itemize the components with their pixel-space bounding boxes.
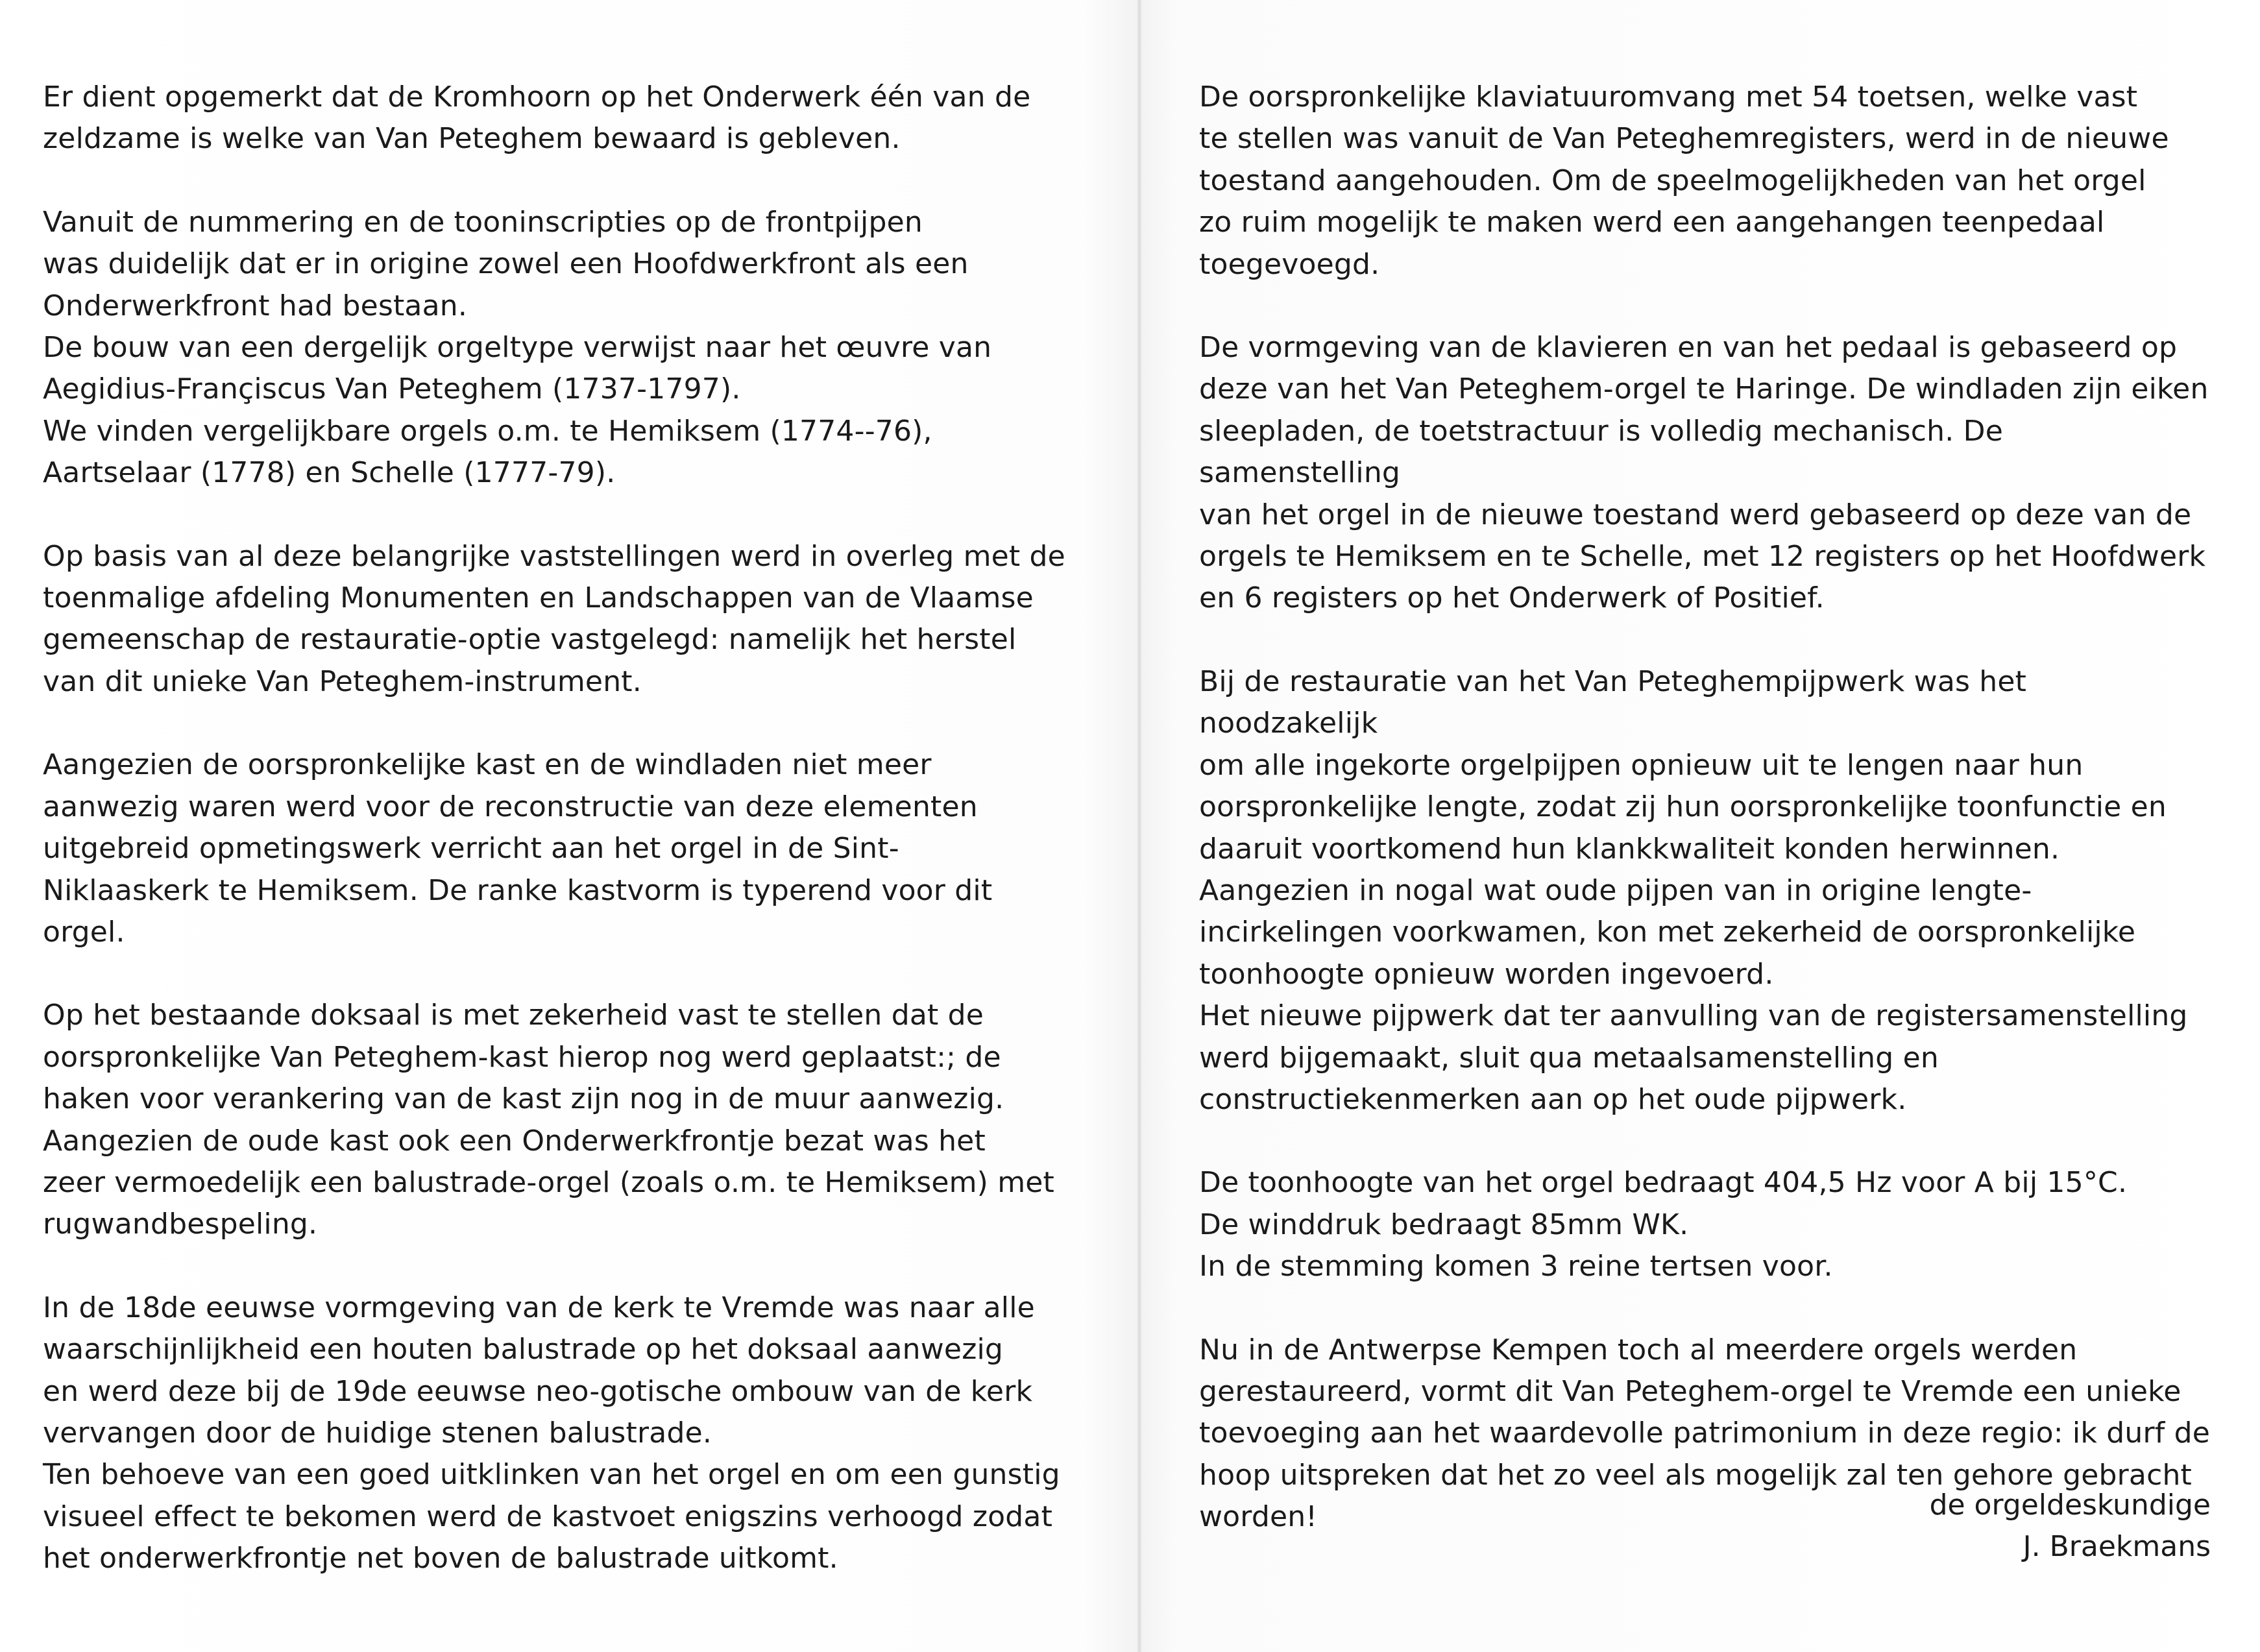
right-page	[1199, 77, 2211, 1538]
page-fold	[1137, 0, 1142, 1652]
left-paragraph-4: Aangezien de oorspronkelijke kast en de windladen niet meer aanwezig waren werd voor de reconstructie van deze elementen uitgebreid opmetingswerk verricht aan het orgel in de Sint- Niklaaskerk te Hemiksem. De ranke kastvorm is typerend voor dit orgel.	[43, 748, 993, 949]
right-paragraph-4: De toonhoogte van het orgel bedraagt 404,5 Hz voor A bij 15°C. De winddruk bedraagt 85mm WK. In de stemming komen 3 reine tertsen voor.	[1199, 1166, 2128, 1283]
left-paragraph-5: Op het bestaande doksaal is met zekerheid vast te stellen dat de oorspronkelijke Van Peteghem-kast hierop nog werd geplaatst:; de haken voor verankering van de kast zijn nog in de muur aanwezig. Aangezien de oude kast ook een Onderwerkfrontje bezat was het zeer vermoedelijk een balustrade-orgel (zoals o.m. te Hemiksem) met rugwandbespeling.	[43, 999, 1054, 1241]
paragraph-gap	[1199, 1121, 2211, 1162]
left-paragraph-2: Vanuit de nummering en de tooninscripties op de frontpijpen was duidelijk dat er in origine zowel een Hoofdwerkfront als een Onderwerkfront had bestaan. De bouw van een dergelijk orgeltype verwijst naar het œuvre van Aegidius-Françiscus Van Peteghem (1737-1797). We vinden vergelijkbare orgels o.m. te Hemiksem (1774--76), Aartselaar (1778) en Schelle (1777-79).	[43, 205, 992, 490]
paragraph-gap	[43, 494, 1107, 536]
right-paragraph-3: Bij de restauratie van het Van Peteghempijpwerk was het noodzakelijk om alle ingekorte orgelpijpen opnieuw uit te lengen naar hun oorspronkelijke lengte, zodat zij hun oorspronkelijke toonfunctie en daaruit voortkomend hun klankkwaliteit konden herwinnen. Aangezien in nogal wat oude pijpen van in origine lengte- incirkelingen voorkwamen, kon met zekerheid de oorspronkelijke toonhoogte opnieuw worden ingevoerd. Het nieuwe pijpwerk dat ter aanvulling van de registersamenstelling werd bijgemaakt, sluit qua metaalsamenstelling en constructiekenmerken aan op het oude pijpwerk.	[1199, 664, 2188, 1116]
paragraph-gap	[43, 160, 1107, 202]
paragraph-gap	[43, 703, 1107, 744]
signature-role: de orgeldeskundige	[1929, 1488, 2211, 1522]
right-paragraph-1: De oorspronkelijke klaviatuuromvang met 54 toetsen, welke vast te stellen was vanuit de Van Peteghemregisters, werd in de nieuwe toestand aangehouden. Om de speelmogelijkheden van het orgel zo ruim mogelijk te maken werd een aangehangen teenpedaal toegevoegd.	[1199, 80, 2169, 281]
paragraph-gap	[1199, 1288, 2211, 1330]
left-page	[43, 77, 1107, 1580]
right-paragraph-2: De vormgeving van de klavieren en van het pedaal is gebaseerd op deze van het Van Peteghem-orgel te Haringe. De windladen zijn eiken sleepladen, de toetstractuur is volledig mechanisch. De samenstelling van het orgel in de nieuwe toestand werd gebaseerd op deze van de orgels te Hemiksem en te Schelle, met 12 registers op het Hoofdwerk en 6 registers op het Onderwerk of Positief.	[1199, 331, 2209, 615]
paragraph-gap	[43, 953, 1107, 995]
left-paragraph-6: In de 18de eeuwse vormgeving van de kerk te Vremde was naar alle waarschijnlijkheid een houten balustrade op het doksaal aanwezig en werd deze bij de 19de eeuwse neo-gotische ombouw van de kerk vervangen door de huidige stenen balustrade. Ten behoeve van een goed uitklinken van het orgel en om een gunstig visueel effect te bekomen werd de kastvoet enigszins verhoogd zodat het onderwerkfrontje net boven de balustrade uitkomt.	[43, 1291, 1060, 1575]
signature-block	[1930, 1485, 2211, 1568]
right-paragraph-5: Nu in de Antwerpse Kempen toch al meerdere orgels werden gerestaureerd, vormt dit Van Peteghem-orgel te Vremde een unieke toevoeging aan het waardevolle patrimonium in deze regio: ik durf de hoop uitspreken dat het zo veel als mogelijk zal ten gehore gebracht worden!	[1199, 1333, 2211, 1534]
signature-name: J. Braekmans	[2023, 1530, 2211, 1564]
paragraph-gap	[43, 1246, 1107, 1287]
paragraph-gap	[1199, 620, 2211, 661]
left-paragraph-3: Op basis van al deze belangrijke vaststellingen werd in overleg met de toenmalige afdeling Monumenten en Landschappen van de Vlaamse gemeenschap de restauratie-optie vastgelegd: namelijk het herstel van dit unieke Van Peteghem-instrument.	[43, 539, 1065, 698]
paragraph-gap	[1199, 285, 2211, 327]
left-paragraph-1: Er dient opgemerkt dat de Kromhoorn op het Onderwerk één van de zeldzame is welke van Van Peteghem bewaard is gebleven.	[43, 80, 1031, 156]
